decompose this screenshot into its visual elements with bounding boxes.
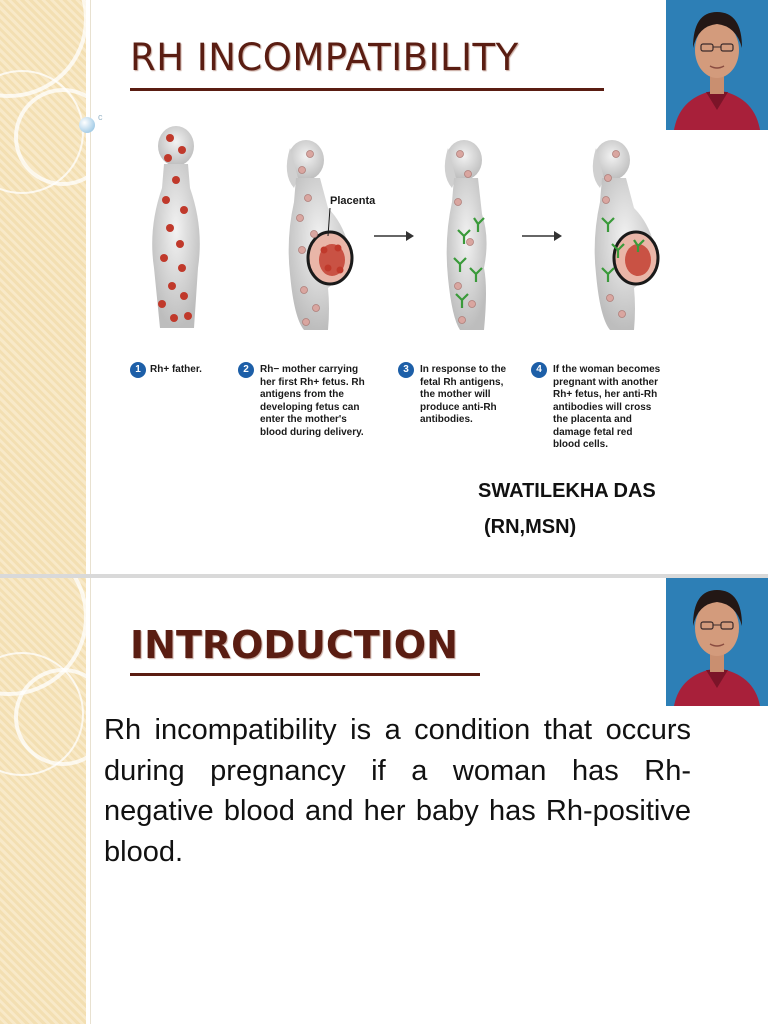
slide-title: RH INCOMPATIBILITY — [130, 36, 519, 79]
step-3-caption: In response to the fetal Rh antigens, the mother will produce anti-Rh antibodies. — [420, 364, 507, 425]
step-1-caption: Rh+ father. — [150, 364, 202, 375]
slide-title: INTRODUCTION — [130, 623, 458, 667]
placenta-label: Placenta — [330, 195, 376, 207]
introduction-body: Rh incompatibility is a condition that occurs during pregnancy if a woman has Rh-negative blood and her baby has Rh-positive blood. — [104, 714, 691, 868]
right-arrow-icon — [522, 231, 562, 241]
step-4-caption: If the woman becomes pregnant with another Rh+ fetus, her anti-Rh antibodies will cross the placenta and damage fetal red blood cells. — [553, 364, 661, 450]
mother-figure-first-pregnancy — [287, 140, 352, 330]
right-arrow-icon — [374, 231, 414, 241]
mother-figure-second-pregnancy — [593, 140, 658, 330]
father-figure — [152, 126, 200, 328]
author-photo — [666, 0, 768, 130]
sidebar-border — [90, 0, 91, 574]
author-credentials: (RN,MSN) — [484, 516, 577, 538]
step-2-caption: Rh− mother carrying her first Rh+ fetus. Rh antigens from the developing fetus can enter the mother's blood during delivery. — [260, 364, 365, 438]
decorative-sidebar — [0, 0, 86, 574]
step-2-badge: 2 — [238, 362, 254, 378]
step-4-badge: 4 — [531, 362, 547, 378]
title-underline — [130, 88, 604, 91]
title-underline — [130, 673, 480, 676]
bullet-dot-icon — [79, 117, 95, 133]
author-name: SWATILEKHA DAS — [478, 480, 656, 502]
step-1-badge: 1 — [130, 362, 146, 378]
decorative-sidebar — [0, 578, 86, 1024]
step-3-badge: 3 — [398, 362, 414, 378]
bullet-marker: c — [98, 112, 103, 122]
sidebar-border — [90, 578, 91, 1024]
author-photo — [666, 578, 768, 706]
